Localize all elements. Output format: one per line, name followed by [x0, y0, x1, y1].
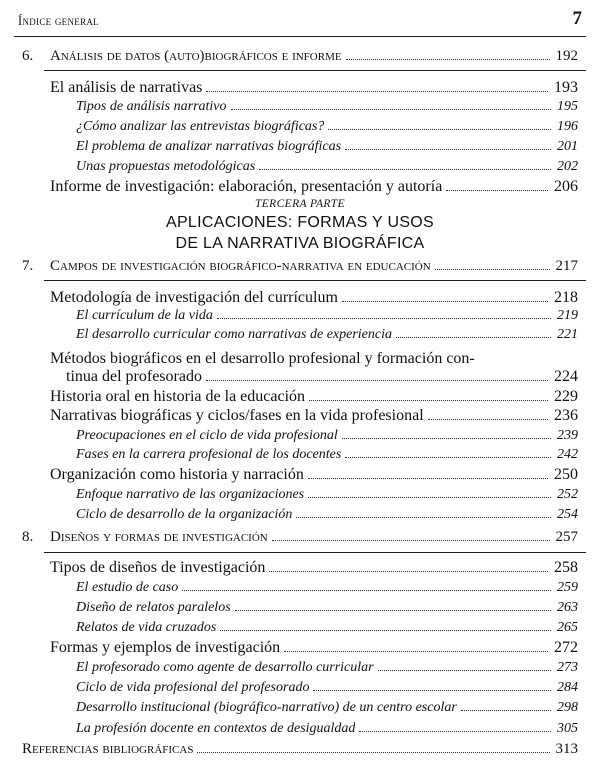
- sub-entry: [76, 447, 578, 463]
- sub-entry: [76, 159, 578, 175]
- entry-title: Ciclo de desarrollo de la organización: [76, 507, 293, 522]
- dot-leader: [182, 590, 551, 591]
- dot-leader: [217, 318, 551, 319]
- dot-leader: [342, 301, 548, 302]
- dot-leader: [328, 129, 551, 130]
- entry-page-number: 195: [557, 99, 578, 114]
- chapter-entry: [22, 258, 578, 275]
- entry-page-number: 263: [557, 600, 578, 615]
- entry-page-number: 224: [554, 368, 578, 385]
- dot-leader: [345, 457, 551, 458]
- dot-leader: [342, 438, 551, 439]
- chapter-entry: [22, 741, 578, 758]
- section-entry: [50, 178, 578, 196]
- chapter-number: 7.: [22, 258, 34, 274]
- entry-page-number: 229: [554, 388, 578, 405]
- entry-page-number: 221: [557, 327, 578, 342]
- entry-page-number: 259: [557, 580, 578, 595]
- entry-title: Informe de investigación: elaboración, presentación y autoría: [50, 178, 443, 195]
- sub-entry: [76, 308, 578, 324]
- entry-title: Metodología de investigación del currículum: [50, 289, 338, 306]
- entry-title: Relatos de vida cruzados: [76, 620, 217, 635]
- entry-page-number: 250: [554, 466, 578, 483]
- dot-leader: [308, 478, 548, 479]
- entry-title: Fases en la carrera profesional de los docentes: [76, 447, 342, 462]
- chapter-divider: [44, 70, 586, 71]
- dot-leader: [284, 651, 548, 652]
- entry-title: Campos de investigación biográfico-narrativa en educación: [50, 258, 431, 274]
- section-entry: [50, 388, 578, 406]
- sub-entry: [76, 507, 578, 523]
- section-entry: [50, 289, 578, 307]
- section-entry: [50, 79, 578, 97]
- dot-leader: [428, 419, 548, 420]
- entry-page-number: 254: [557, 507, 578, 522]
- sub-entry: [76, 327, 578, 343]
- entry-page-number: 206: [554, 178, 578, 195]
- entry-title: El profesorado como agente de desarrollo curricular: [76, 660, 374, 675]
- sub-entry: [76, 99, 578, 115]
- entry-page-number: 298: [557, 700, 578, 715]
- entry-page-number: 305: [557, 721, 578, 736]
- section-entry: [50, 466, 578, 484]
- entry-title-continuation: tinua del profesorado: [66, 368, 202, 385]
- dot-leader: [308, 497, 551, 498]
- entry-title: El problema de analizar narrativas biográficas: [76, 139, 342, 154]
- dot-leader: [396, 337, 551, 338]
- entry-title: Tipos de diseños de investigación: [50, 559, 266, 576]
- dot-leader: [231, 109, 551, 110]
- entry-page-number: 252: [557, 487, 578, 502]
- entry-page-number: 284: [557, 680, 578, 695]
- section-entry-continuation: [66, 368, 578, 386]
- dot-leader: [309, 400, 548, 401]
- entry-page-number: 273: [557, 660, 578, 675]
- entry-page-number: 236: [554, 407, 578, 424]
- entry-title: Enfoque narrativo de las organizaciones: [76, 487, 305, 502]
- dot-leader: [206, 91, 548, 92]
- entry-page-number: 313: [555, 741, 578, 757]
- sub-entry: [76, 620, 578, 636]
- sub-entry: [76, 700, 578, 716]
- chapter-entry: [22, 48, 578, 65]
- dot-leader: [378, 670, 551, 671]
- chapter-number: 8.: [22, 529, 34, 545]
- entry-title: Diseños y formas de investigación: [50, 529, 268, 545]
- dot-leader: [346, 59, 550, 60]
- entry-title: Referencias bibliográficas: [22, 741, 194, 757]
- dot-leader: [296, 517, 551, 518]
- entry-page-number: 192: [555, 48, 578, 64]
- entry-page-number: 242: [557, 447, 578, 462]
- entry-title: Unas propuestas metodológicas: [76, 159, 256, 174]
- entry-title: Historia oral en historia de la educación: [50, 388, 306, 405]
- dot-leader: [259, 169, 551, 170]
- entry-title: El currículum de la vida: [76, 308, 213, 323]
- dot-leader: [206, 380, 548, 381]
- section-entry: [50, 407, 578, 425]
- part-label: TERCERA PARTE: [254, 198, 346, 210]
- entry-title: Narrativas biográficas y ciclos/fases en la vida profesional: [50, 407, 424, 424]
- dot-leader: [446, 190, 548, 191]
- entry-title: Organización como historia y narración: [50, 466, 304, 483]
- chapter-divider: [44, 280, 586, 281]
- entry-page-number: 272: [554, 639, 578, 656]
- dot-leader: [272, 540, 550, 541]
- entry-page-number: 265: [557, 620, 578, 635]
- header-rule: [14, 36, 586, 37]
- part-title-line-2: DE LA NARRATIVA BIOGRÁFICA: [175, 235, 425, 252]
- chapter-divider: [44, 552, 586, 553]
- entry-page-number: 239: [557, 428, 578, 443]
- entry-title: Ciclo de vida profesional del profesorado: [76, 680, 310, 695]
- entry-title: El desarrollo curricular como narrativas de experiencia: [76, 327, 392, 342]
- entry-title: El estudio de caso: [76, 580, 179, 595]
- section-entry: [50, 639, 578, 657]
- entry-page-number: 219: [557, 308, 578, 323]
- entry-title: Métodos biográficos en el desarrollo profesional y formación con-: [50, 350, 475, 367]
- entry-page-number: 217: [555, 258, 578, 274]
- entry-page-number: 193: [554, 79, 578, 96]
- section-entry: [50, 559, 578, 577]
- entry-page-number: 196: [557, 119, 578, 134]
- entry-page-number: 258: [554, 559, 578, 576]
- chapter-number: 6.: [22, 48, 34, 64]
- sub-entry: [76, 660, 578, 676]
- sub-entry: [76, 119, 578, 135]
- dot-leader: [269, 571, 548, 572]
- chapter-entry: [22, 529, 578, 546]
- entry-page-number: 202: [557, 159, 578, 174]
- sub-entry: [76, 580, 578, 596]
- dot-leader: [235, 610, 551, 611]
- page-header: [18, 6, 582, 32]
- entry-title: ¿Cómo analizar las entrevistas biográficas?: [76, 119, 325, 134]
- sub-entry: [76, 680, 578, 696]
- entry-title: La profesión docente en contextos de desigualdad: [76, 721, 356, 736]
- dot-leader: [461, 710, 551, 711]
- part-title-line-1: APLICACIONES: FORMAS Y USOS: [165, 214, 435, 231]
- entry-page-number: 201: [557, 139, 578, 154]
- dot-leader: [435, 269, 550, 270]
- sub-entry: [76, 139, 578, 155]
- entry-title: Diseño de relatos paralelos: [76, 600, 231, 615]
- entry-title: El análisis de narrativas: [50, 79, 203, 96]
- dot-leader: [345, 149, 551, 150]
- entry-title: Desarrollo institucional (biográfico-narrativo) de un centro escolar: [76, 700, 457, 715]
- sub-entry: [76, 428, 578, 444]
- sub-entry: [76, 487, 578, 503]
- page-number: 7: [572, 8, 582, 29]
- dot-leader: [220, 630, 551, 631]
- dot-leader: [197, 752, 549, 753]
- entry-page-number: 257: [555, 529, 578, 545]
- sub-entry: [76, 721, 578, 737]
- entry-title: Análisis de datos (auto)biográficos e informe: [50, 48, 342, 64]
- section-entry: [50, 350, 578, 368]
- entry-title: Tipos de análisis narrativo: [76, 99, 227, 114]
- entry-title: Preocupaciones en el ciclo de vida profesional: [76, 428, 338, 443]
- dot-leader: [313, 690, 551, 691]
- dot-leader: [359, 731, 551, 732]
- sub-entry: [76, 600, 578, 616]
- entry-title: Formas y ejemplos de investigación: [50, 639, 281, 656]
- entry-page-number: 218: [554, 289, 578, 306]
- running-head-title: Índice general: [18, 14, 99, 28]
